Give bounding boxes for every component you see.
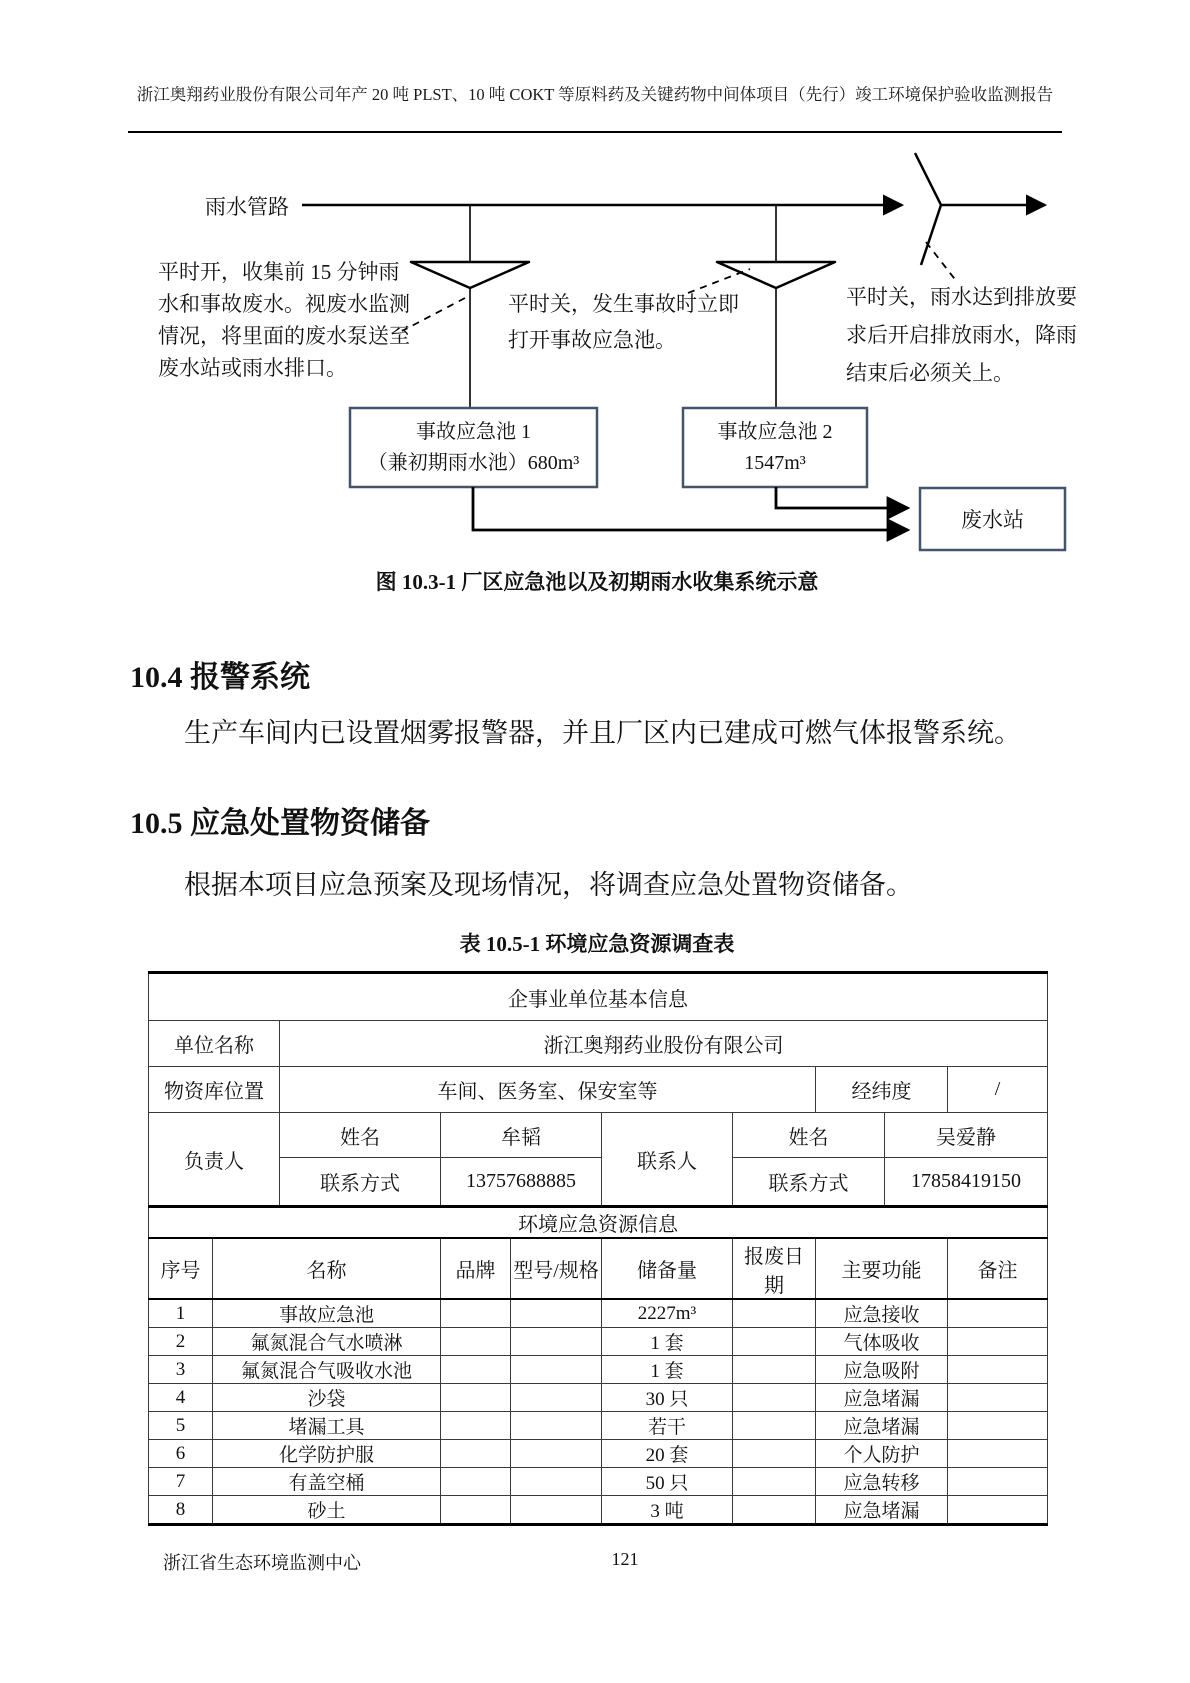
table-cell: 应急堵漏 [816, 1384, 948, 1412]
contact-phone-label: 联系方式 [733, 1158, 885, 1207]
pool1-volume: （兼初期雨水池）680m³ [367, 451, 580, 474]
table-cell: 氟氮混合气水喷淋 [213, 1328, 441, 1356]
principal-phone-label: 联系方式 [280, 1158, 441, 1207]
diagram-note-left: 平时开，收集前 15 分钟雨水和事故废水。视废水监测情况，将里面的废水泵送至废水站或雨水排口。 [158, 260, 410, 380]
pool2-to-station-line [776, 487, 908, 508]
table-cell [441, 1412, 511, 1440]
pool1-label [350, 408, 597, 487]
table-cell: 个人防护 [816, 1440, 948, 1468]
table-row [149, 1468, 1048, 1496]
column-header: 主要功能 [816, 1238, 948, 1299]
unit-name-label: 单位名称 [149, 1021, 280, 1067]
pool2-title: 事故应急池 2 [717, 420, 833, 443]
table-cell: 3 吨 [602, 1496, 733, 1525]
table-cell [511, 1496, 602, 1525]
basic-info-section-title: 企事业单位基本信息 [149, 973, 1048, 1021]
table-cell [948, 1412, 1048, 1440]
table-row [149, 1412, 1048, 1440]
table-cell [948, 1496, 1048, 1525]
column-header: 报废日期 [733, 1238, 816, 1299]
table-cell [733, 1468, 816, 1496]
table-cell [733, 1328, 816, 1356]
section-10-5-heading: 10.5 应急处置物资储备 [130, 807, 430, 840]
resource-info-section-title: 环境应急资源信息 [149, 1207, 1048, 1239]
resource-rows [149, 1299, 1048, 1525]
table-cell [441, 1384, 511, 1412]
table-cell [948, 1356, 1048, 1384]
table-cell: 应急接收 [816, 1299, 948, 1328]
table-cell [511, 1356, 602, 1384]
table-row [149, 1384, 1048, 1412]
table-cell [733, 1356, 816, 1384]
section-10-4-heading: 10.4 报警系统 [130, 661, 310, 694]
diagram-note-middle: 平时关，发生事故时立即打开事故应急池。 [508, 292, 739, 352]
table-cell: 堵漏工具 [213, 1412, 441, 1440]
coords-value: / [948, 1067, 1048, 1113]
table-cell: 1 [149, 1299, 213, 1328]
table-cell: 7 [149, 1468, 213, 1496]
table-row [149, 1356, 1048, 1384]
figure-caption: 图 10.3-1 厂区应急池以及初期雨水收集系统示意 [375, 570, 819, 594]
contact-name-value: 吴爱静 [885, 1113, 1048, 1158]
table-cell: 应急吸附 [816, 1356, 948, 1384]
table-cell: 6 [149, 1440, 213, 1468]
table-row [149, 1299, 1048, 1328]
column-header: 品牌 [441, 1238, 511, 1299]
funnel-valve2-symbol [717, 262, 835, 288]
table-cell [441, 1496, 511, 1525]
table-cell: 有盖空桶 [213, 1468, 441, 1496]
table-cell [733, 1384, 816, 1412]
table-cell: 2 [149, 1328, 213, 1356]
table-cell [948, 1468, 1048, 1496]
table-cell [441, 1468, 511, 1496]
table-cell: 应急转移 [816, 1468, 948, 1496]
contact-label: 联系人 [602, 1113, 733, 1207]
column-header: 型号/规格 [511, 1238, 602, 1299]
table-row [149, 1496, 1048, 1525]
table-cell: 1 套 [602, 1356, 733, 1384]
table-cell [733, 1440, 816, 1468]
table-cell: 3 [149, 1356, 213, 1384]
table-cell: 氟氮混合气吸收水池 [213, 1356, 441, 1384]
table-cell: 2227m³ [602, 1299, 733, 1328]
table-cell [733, 1496, 816, 1525]
table-header-row [149, 1238, 1048, 1299]
table-cell: 气体吸收 [816, 1328, 948, 1356]
column-header: 备注 [948, 1238, 1048, 1299]
table-row [149, 1021, 1048, 1067]
table-row [149, 1158, 1048, 1207]
table-cell: 30 只 [602, 1384, 733, 1412]
header-rule [128, 131, 1062, 133]
table-cell: 应急堵漏 [816, 1412, 948, 1440]
table-cell [511, 1468, 602, 1496]
table-cell: 1 套 [602, 1328, 733, 1356]
column-header: 储备量 [602, 1238, 733, 1299]
principal-phone-value: 13757688885 [441, 1158, 602, 1207]
table-row [149, 973, 1048, 1021]
pool2-volume: 1547m³ [744, 451, 806, 474]
column-header: 序号 [149, 1238, 213, 1299]
table-row [149, 1328, 1048, 1356]
section-10-5-paragraph: 根据本项目应急预案及现场情况，将调查应急处置物资储备。 [184, 870, 913, 900]
table-cell: 砂土 [213, 1496, 441, 1525]
column-header: 名称 [213, 1238, 441, 1299]
table-cell [511, 1299, 602, 1328]
funnel-valve1-symbol [411, 262, 529, 288]
diagram-note-right: 平时关，雨水达到排放要求后开启排放雨水，降雨结束后必须关上。 [846, 285, 1077, 385]
principal-label: 负责人 [149, 1113, 280, 1207]
leader-dashed-right [926, 242, 957, 282]
section-10-4-paragraph: 生产车间内已设置烟雾报警器，并且厂区内已建成可燃气体报警系统。 [184, 718, 1021, 748]
pool1-title: 事故应急池 1 [416, 420, 531, 443]
pipe-label: 雨水管路 [205, 195, 289, 219]
table-cell [948, 1440, 1048, 1468]
table-row [149, 1067, 1048, 1113]
warehouse-value: 车间、医务室、保安室等 [280, 1067, 816, 1113]
principal-name-value: 牟韬 [441, 1113, 602, 1158]
pool2-label [683, 408, 867, 487]
table-cell: 8 [149, 1496, 213, 1525]
wastewater-station-label: 废水站 [961, 508, 1024, 532]
emergency-resource-survey-table [148, 971, 1048, 1526]
table-cell: 50 只 [602, 1468, 733, 1496]
footer-page-number: 121 [611, 1549, 639, 1569]
table-cell [511, 1384, 602, 1412]
coords-label: 经纬度 [816, 1067, 948, 1113]
table-cell [441, 1440, 511, 1468]
table-cell [733, 1412, 816, 1440]
table-row [149, 1207, 1048, 1239]
unit-name-value: 浙江奥翔药业股份有限公司 [280, 1021, 1048, 1067]
table-cell: 若干 [602, 1412, 733, 1440]
table-cell [441, 1299, 511, 1328]
table-cell [948, 1384, 1048, 1412]
table-cell: 5 [149, 1412, 213, 1440]
table-cell [511, 1440, 602, 1468]
table-cell: 事故应急池 [213, 1299, 441, 1328]
principal-name-label: 姓名 [280, 1113, 441, 1158]
table-cell [511, 1328, 602, 1356]
table-cell: 沙袋 [213, 1384, 441, 1412]
table-row [149, 1440, 1048, 1468]
table-caption: 表 10.5-1 环境应急资源调查表 [459, 932, 735, 956]
table-cell: 20 套 [602, 1440, 733, 1468]
table-cell [511, 1412, 602, 1440]
footer-organization: 浙江省生态环境监测中心 [163, 1553, 361, 1573]
table-cell [948, 1328, 1048, 1356]
warehouse-label: 物资库位置 [149, 1067, 280, 1113]
table-cell: 化学防护服 [213, 1440, 441, 1468]
discharge-valve-symbol [915, 153, 941, 265]
table-cell: 4 [149, 1384, 213, 1412]
table-row [149, 1113, 1048, 1158]
contact-phone-value: 17858419150 [885, 1158, 1048, 1207]
table-cell [733, 1299, 816, 1328]
table-cell [948, 1299, 1048, 1328]
page-header-title: 浙江奥翔药业股份有限公司年产 20 吨 PLST、10 吨 COKT 等原料药及关键药物中间体项目（先行）竣工环境保护验收监测报告 [136, 85, 1054, 104]
table-cell [441, 1328, 511, 1356]
table-cell [441, 1356, 511, 1384]
contact-name-label: 姓名 [733, 1113, 885, 1158]
table-cell: 应急堵漏 [816, 1496, 948, 1525]
